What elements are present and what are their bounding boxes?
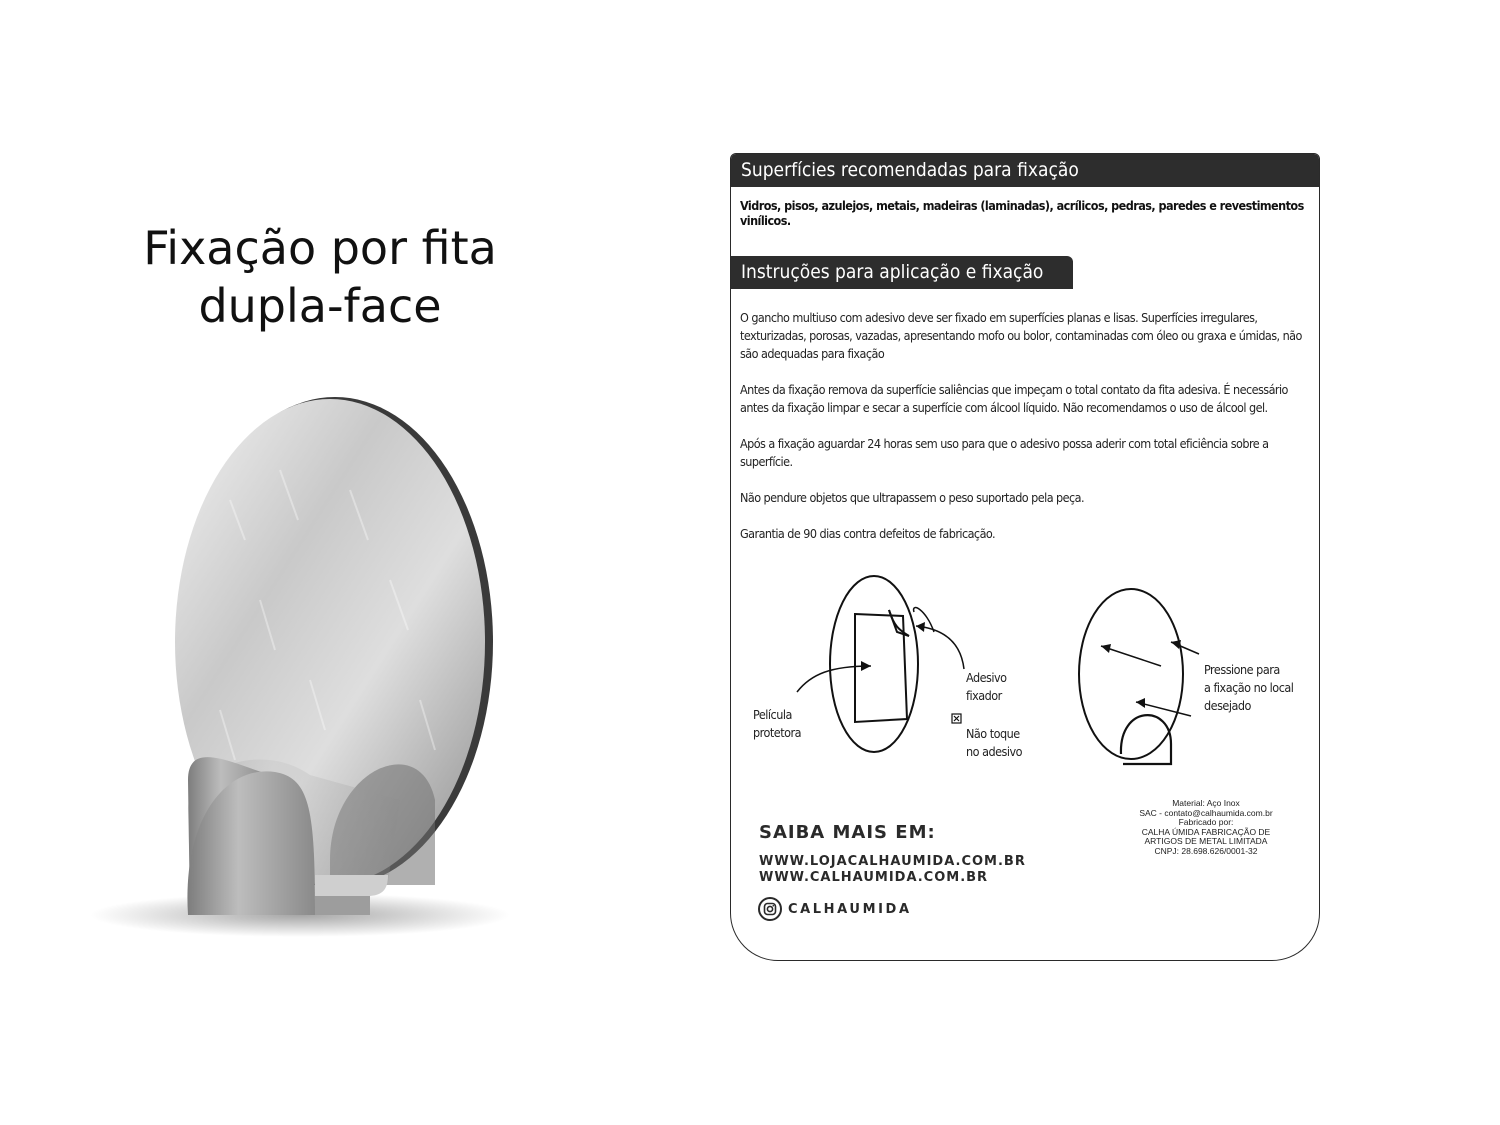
- label-nao-toque-line2: no adesivo: [966, 744, 1023, 759]
- website-link-main[interactable]: WWW.CALHAUMIDA.COM.BR: [759, 870, 989, 885]
- surfaces-text: Vidros, pisos, azulejos, metais, madeiras (laminadas), acrílicos, pedras, paredes e revestimentos vinílicos.: [740, 198, 1304, 228]
- manufacturer-info: [1101, 799, 1311, 856]
- instruction-paragraph: Não pendure objetos que ultrapassem o peso suportado pela peça.: [740, 490, 1085, 505]
- company-line2: ARTIGOS DE METAL LIMITADA: [1144, 836, 1268, 846]
- heading-line-1: Fixação por fita: [143, 220, 497, 275]
- instruction-card: [730, 153, 1320, 961]
- label-pelicula-line1: Película: [753, 707, 792, 722]
- label-adesivo: [966, 669, 1007, 705]
- label-pressione-line3: desejado: [1204, 698, 1251, 713]
- instagram-icon: [758, 897, 782, 921]
- sac-text: SAC - contato@calhaumida.com.br: [1139, 807, 1273, 818]
- instruction-paragraph: Antes da fixação remova da superfície saliências que impeçam o total contato da fita adesiva. É necessário antes da fixação limpar e secar a superfície com álcool líquido. Não recomendamos o uso de álcool gel.: [740, 382, 1288, 415]
- label-adesivo-line2: fixador: [966, 688, 1002, 703]
- instruction-paragraph: O gancho multiuso com adesivo deve ser fixado em superfícies planas e lisas. Superfícies irregulares, texturizadas, porosas, vazadas, apresentando mofo ou bolor, contaminadas com óleo ou graxa e úmidas, não são adequadas para fixação: [740, 310, 1302, 361]
- label-pressione: [1204, 661, 1293, 715]
- heading-line-2: dupla-face: [198, 278, 442, 333]
- instagram-link[interactable]: [758, 896, 912, 922]
- company-line1: CALHA ÚMIDA FABRICAÇÃO DE: [1141, 826, 1271, 837]
- saiba-mais-heading: SAIBA MAIS EM:: [759, 822, 936, 843]
- website-links: [759, 854, 1026, 886]
- page-heading: [100, 219, 540, 335]
- label-pelicula: [753, 706, 801, 742]
- label-nao-toque-line1: Não toque: [966, 726, 1020, 741]
- label-pressione-line2: a fixação no local: [1204, 680, 1294, 695]
- section-title-instructions: Instruções para aplicação e fixação: [731, 256, 1073, 289]
- hook-product-image: [70, 380, 590, 980]
- website-link-loja[interactable]: WWW.LOJACALHAUMIDA.COM.BR: [759, 854, 1026, 869]
- material-text: Material: Aço Inox: [1172, 798, 1240, 808]
- label-pelicula-line2: protetora: [753, 725, 801, 740]
- application-diagram: [731, 574, 1320, 774]
- label-nao-toque: [966, 725, 1022, 761]
- label-pressione-line1: Pressione para: [1204, 662, 1280, 677]
- instruction-paragraph: Garantia de 90 dias contra defeitos de fabricação.: [740, 526, 996, 541]
- section-title-surfaces: Superfícies recomendadas para fixação: [731, 154, 1319, 187]
- instruction-paragraph: Após a fixação aguardar 24 horas sem uso para que o adesivo possa aderir com total eficiência sobre a superfície.: [740, 436, 1269, 469]
- fabricado-text: Fabricado por:: [1178, 817, 1234, 827]
- label-adesivo-line1: Adesivo: [966, 670, 1007, 685]
- cnpj-text: CNPJ: 28.698.626/0001-32: [1154, 845, 1258, 856]
- instructions-body: [740, 309, 1310, 561]
- instagram-handle: CALHAUMIDA: [788, 901, 912, 917]
